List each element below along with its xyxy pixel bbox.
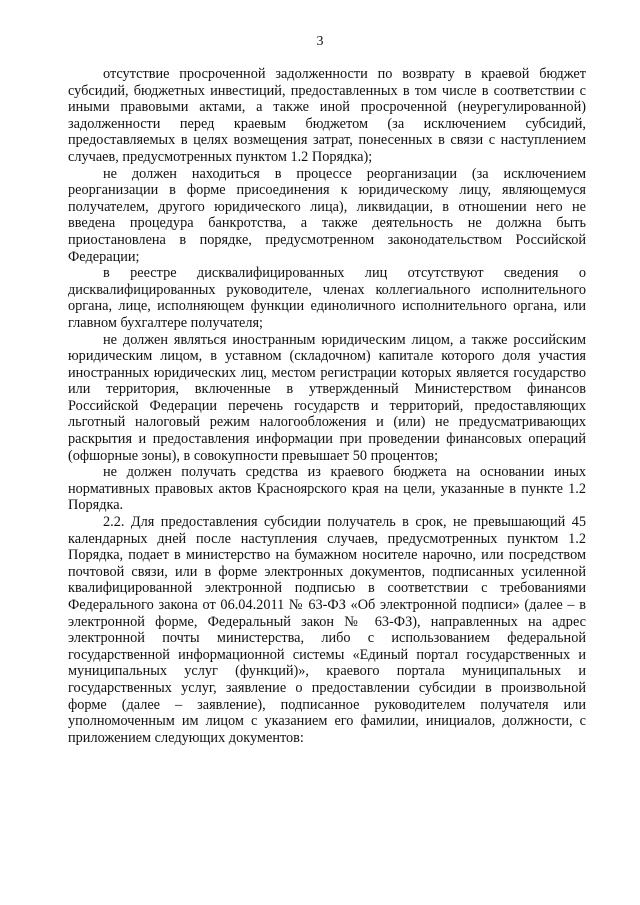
document-body bbox=[68, 66, 586, 746]
paragraph-no-reorganization: не должен находиться в процессе реорганизации (за исключением реорганизации в форме присоединения к юридическому лицу, являющемуся получателем, другого юридического лица), ликвидации, в отношении него не введена процедура банкротства, а также деятельность не должна быть приостановлена в порядке, предусмотренном законодательством Российской Федерации; bbox=[68, 165, 586, 265]
paragraph-not-foreign-entity: не должен являться иностранным юридическим лицом, а также российским юридическим лицом, в уставном (складочном) капитале которого доля участия иностранных юридических лиц, местом регистрации которых является государство или территория, включенные в утвержденный Министерством финансов Российской Федерации перечень государств и территорий, предоставляющих льготный налоговый режим налогообложения и (или) не предусматривающих раскрытия и предоставления информации при проведении финансовых операций (офшорные зоны), в совокупности превышает 50 процентов; bbox=[68, 331, 586, 464]
paragraph-disqualified-persons: в реестре дисквалифицированных лиц отсутствуют сведения о дисквалифицированных руководителе, членах коллегиального исполнительного органа, лице, исполняющем функции единоличного исполнительного органа, или главном бухгалтере получателя; bbox=[68, 265, 586, 331]
page-number: 3 bbox=[316, 34, 324, 49]
paragraph-no-overdue-debt: отсутствие просроченной задолженности по возврату в краевой бюджет субсидий, бюджетных инвестиций, предоставленных в том числе в соответствии с иными правовыми актами, а также иной просроченной (неурегулированной) задолженности перед краевым бюджетом (за исключением субсидий, предоставляемых в целях возмещения затрат, понесенных в связи с наступлением случаев, предусмотренных пунктом 1.2 Порядка); bbox=[68, 66, 586, 165]
paragraph-no-other-funds: не должен получать средства из краевого бюджета на основании иных нормативных правовых актов Красноярского края на цели, указанные в пункте 1.2 Порядка. bbox=[68, 464, 586, 514]
paragraph-section-2-2: 2.2. Для предоставления субсидии получатель в срок, не превышающий 45 календарных дней после наступления случаев, предусмотренных пунктом 1.2 Порядка, подает в министерство на бумажном носителе нарочно, или посредством почтовой связи, или в форме электронных документов, подписанных усиленной квалифицированной электронной подписью в соответствии с требованиями Федерального закона от 06.04.2011 № 63-ФЗ «Об электронной подписи» (далее – в электронной форме, Федеральный закон № 63-ФЗ), направленных на адрес электронной почты министерства, либо с использованием федеральной государственной информационной системы «Единый портал государственных и муниципальных услуг (функций)», краевого портала муниципальных и государственных услуг, заявление о предоставлении субсидии в произвольной форме (далее – заявление), подписанное руководителем получателя или уполномоченным им лицом с указанием его фамилии, инициалов, должности, с приложением следующих документов: bbox=[68, 514, 586, 746]
